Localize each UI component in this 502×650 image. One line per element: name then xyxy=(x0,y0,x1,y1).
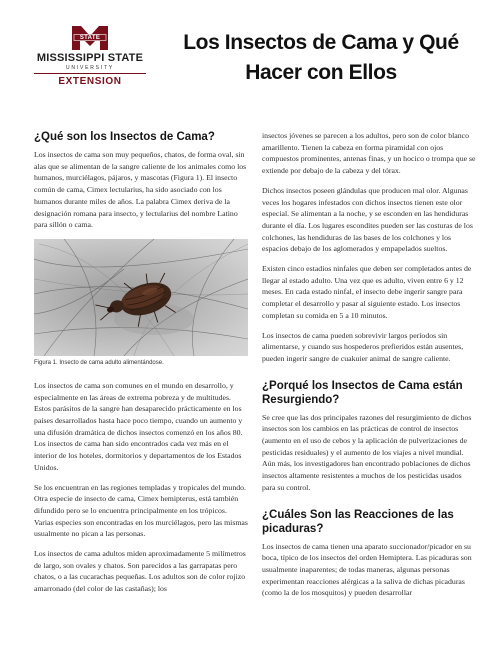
bed-bug-illustration-icon xyxy=(34,239,248,356)
section-heading-bite-reactions: ¿Cuáles Son las Reacciones de las picaduras? xyxy=(262,508,454,535)
paragraph: Los insectos de cama pueden sobrevivir largos períodos sin alimentarse, y cuando sus hospederos prefieridos están ausentes, pueden ingerir sangre de cuakuier animal de sangre caliente. xyxy=(262,330,464,363)
right-column xyxy=(262,130,476,607)
logo-extension-word: EXTENSION xyxy=(58,76,122,87)
paragraph: Los insectos de cama tienen una aparato succionador/picador en su boca, típico de los insectos del orden Hemiptera. Las picaduras son usualmente inaparentes; de todas maneras, algunas personas experimentan reacciones alérgicas a la saliva de dichas picaduras (como la de los mosquitos) y pueden desarrollar xyxy=(262,541,472,598)
paragraph: insectos jóvenes se parecen a los adultos, pero son de color blanco amarillento. Tienen la cabeza en forma piramidal con ojos compuestos prominentes, antenas finas, y un hocico o trompa que se extiende por debajo de la cabeza y del tórax. xyxy=(262,131,476,176)
logo-university-sub: UNIVERSITY xyxy=(65,65,114,71)
paragraph: Los insectos de cama son muy pequeños, chatos, de forma oval, sin alas que se alimentan de la sangre caliente de los animales como los humanos, murciélagos, pájaros, y mascotas (Figura 1). El insecto común de cama, Cimex lectularius, ha sido asociado con los humanos durante miles de años. La palabra Cimex deriva de la designación romana para insecto, y lectularius del nombre Latino para sillón o cama. xyxy=(34,150,247,230)
paragraph: Los insectos de cama son comunes en el mundo en desarrollo, y especialmente en las áreas de extrema pobreza y de multitudes. Estos parásitos de la sangre han desaparecido prácticamente en los países desarrollados hasta hace poco tiempo, cuando un aumento y una difusión dramática de dichos insectos comenzó en los años 80. Los insectos de cama han sido encontrados cada vez más en el interior de los hoteles, dormitorios y departamentos de los Estados Unidos. xyxy=(34,380,243,472)
logo-university-name: MISSISSIPPI STATE xyxy=(36,52,144,64)
logo-state-word: STATE xyxy=(79,35,101,41)
section-heading-what-are: ¿Qué son los Insectos de Cama? xyxy=(34,131,215,143)
paragraph: Se cree que las dos principales razones del resurgimiento de dichos insectos son los cambios en las prácticas de control de insectos (aumento en el uso de cebos y la aplicación de pulverizaciones de pesticidas residuales) y el aumento de los viajes a nivel mundial. Aún más, los investigadores han encontrado poblaciones de dichos insectos altamente resistentes a muchos de los pesticidas usados para su control. xyxy=(262,412,472,492)
logo-divider xyxy=(34,73,146,74)
paragraph: Los insectos de cama adultos miden aproximadamente 5 milímetros de largo, son ovales y chatos. Son parecidos a las garrapatas pero chatos, o a las cucarachas pequeñas. Los adultos son de color rojizo amarronado (del color de las castañas); los xyxy=(34,549,246,594)
mississippi-state-extension-logo xyxy=(28,24,152,90)
paragraph: Se los encuentran en las regiones templadas y tropicales del mundo. Otra especie de insecto de cama, Cimex hemipterus, está también difundido pero se lo encuentra principalmente en los trópicos. Varias especies son encontradas en los murciélagos, pero las mismas usualmente no pican a las personas. xyxy=(34,482,248,539)
section-heading-why-resurging: ¿Porqué los Insectos de Cama están Resurgiendo? xyxy=(262,379,463,406)
logo-m-emblem-icon xyxy=(70,24,110,52)
paragraph: Existen cinco estadios ninfales que deben ser completados antes de llegar al estado adulto. Una vez que es adulto, viven entre 6 y 12 meses. En cada estado ninfal, el insecto debe ingerir sangre para completar el desarrollo y pasar al siguiente estado. Los insectos completan su comida en 5 a 10 minutos. xyxy=(262,264,472,320)
document-title: Los Insectos de Cama y Qué Hacer con Ellos xyxy=(183,31,459,84)
bed-bug-photo xyxy=(34,239,248,356)
figure-caption: Figura 1. Insecto de cama adulto alimentándose. xyxy=(34,359,164,366)
paragraph: Dichos insectos poseen glándulas que producen mal olor. Algunas veces los hogares infestados con dichos insectos tienen este olor especial. Se alimentan a la noche, y se esconden en las hendiduras durante el día. Los lugares escondites pueden ser las costuras de los colchones, las hendiduras de las bases de los colchones y los espacios debajo de los aglomerados y empapelados sueltos. xyxy=(262,185,473,254)
left-column xyxy=(34,130,248,603)
